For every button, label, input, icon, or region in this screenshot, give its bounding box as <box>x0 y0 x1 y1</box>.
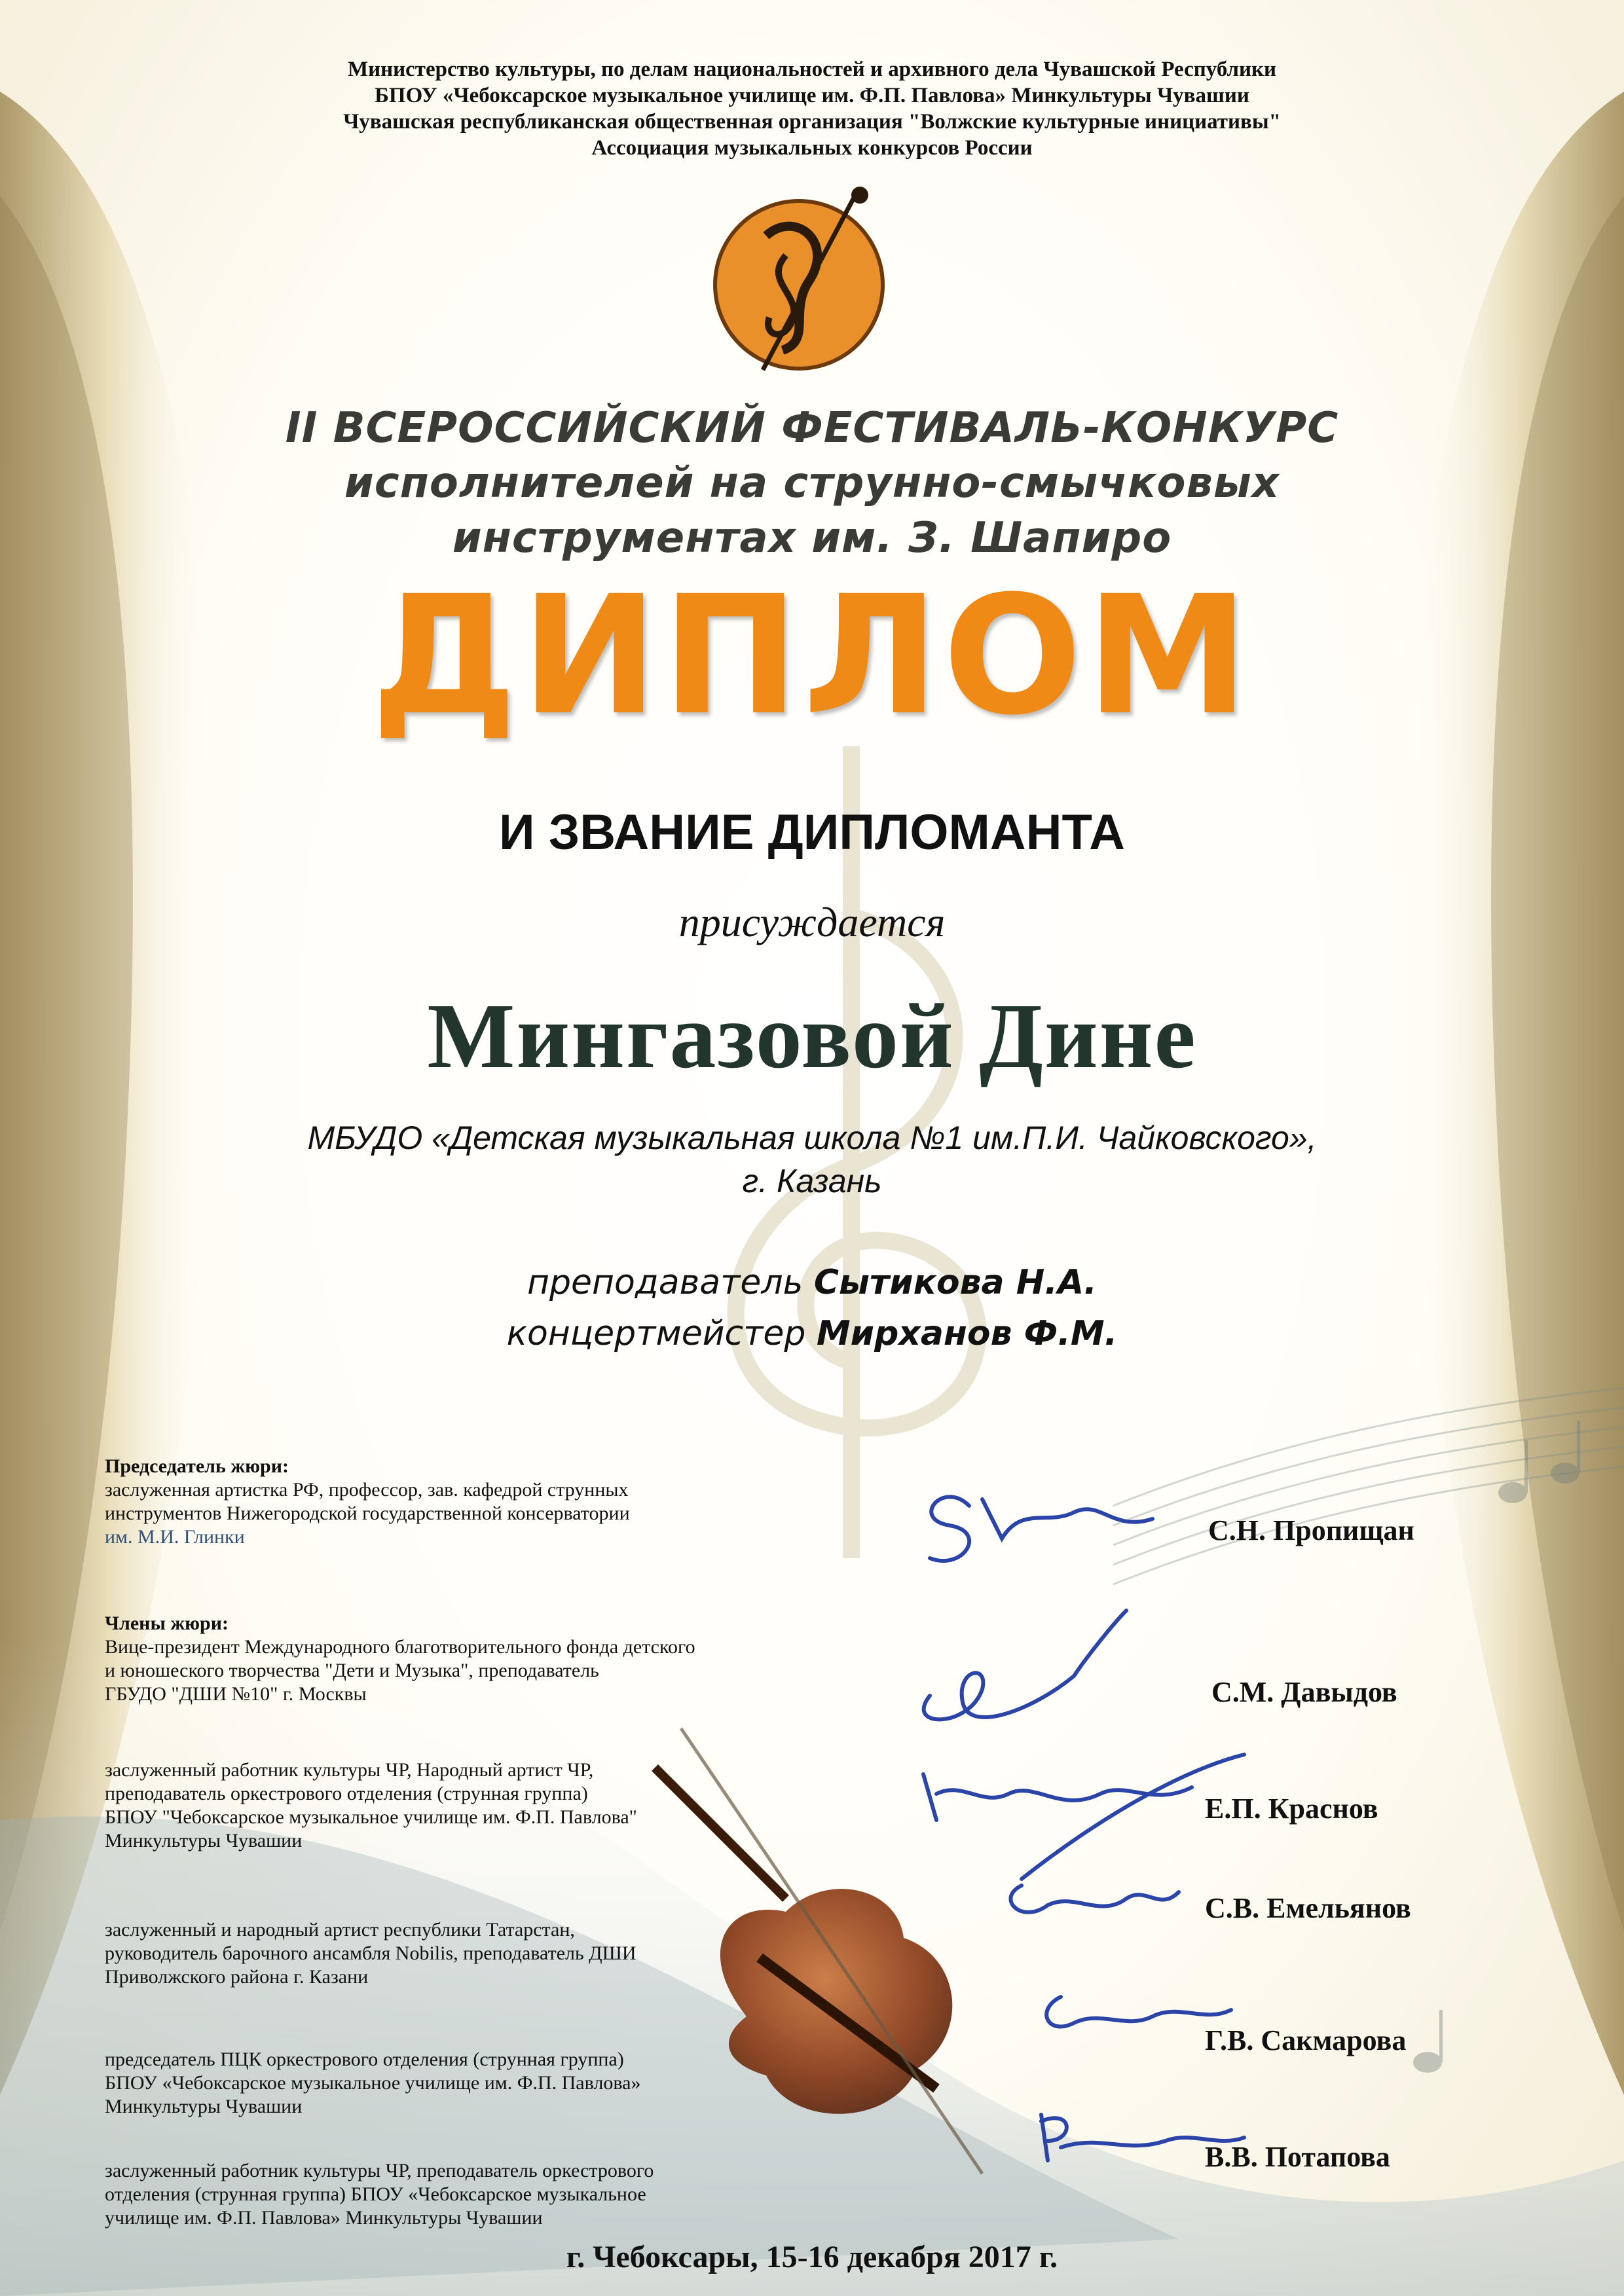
school-city: г. Казань <box>742 1163 882 1199</box>
jury-member-desc: ГБУДО "ДШИ №10" г. Москвы <box>105 1683 367 1705</box>
signature-propishchan <box>930 1497 1153 1561</box>
footer-place-date: г. Чебоксары, 15-16 декабря 2017 г. <box>566 2240 1058 2274</box>
organizer-line: БПОУ «Чебоксарское музыкальное училище им. Ф.П. Павлова» Минкультуры Чувашии <box>375 84 1249 107</box>
signature-emelyanov <box>1010 1886 1179 1912</box>
recipient-name: Мингазовой Дине <box>427 984 1197 1087</box>
teacher-role: преподаватель <box>527 1263 803 1302</box>
document-title: ДИПЛОМ <box>371 560 1253 751</box>
accompanist-role: концертмейстер <box>506 1314 806 1353</box>
teacher-name: Сытикова Н.А. <box>813 1263 1097 1302</box>
jury-chairman-name: С.Н. Пропищан <box>1208 1514 1414 1546</box>
jury-chairman-heading: Председатель жюри: <box>105 1455 289 1477</box>
jury-chairman-desc: инструментов Нижегородской государственной консерватории <box>105 1503 630 1524</box>
signature-krasnov <box>923 1755 1244 1879</box>
jury-member-desc: БПОУ "Чебоксарское музыкальное училище им. Ф.П. Павлова" <box>105 1806 637 1828</box>
jury-member-desc: заслуженный работник культуры ЧР, Народный артист ЧР, <box>105 1759 594 1781</box>
jury-member-name: Г.В. Сакмарова <box>1205 2024 1407 2056</box>
jury-member-name: В.В. Потапова <box>1205 2141 1390 2173</box>
signature-potapova <box>1041 2115 1244 2160</box>
jury-chairman-desc: заслуженная артистка РФ, профессор, зав. кафедрой струнных <box>105 1479 629 1501</box>
school-name: МБУДО «Детская музыкальная школа №1 им.П.И. Чайковского», <box>307 1120 1317 1156</box>
jury-member-desc: руководитель барочного ансамбля Nobilis, преподаватель ДШИ <box>105 1942 637 1964</box>
jury-member-name: С.В. Емельянов <box>1205 1892 1411 1924</box>
festival-title-line: II ВСЕРОССИЙСКИЙ ФЕСТИВАЛЬ-КОНКУРС <box>285 404 1339 452</box>
jury-member-desc: отделения (струнная группа) БПОУ «Чебоксарское музыкальное <box>105 2183 646 2205</box>
jury-member-desc: заслуженный и народный артист республики Татарстан, <box>105 1919 575 1941</box>
festival-title-line: инструментах им. З. Шапиро <box>452 514 1172 562</box>
jury-member-desc: Вице-президент Международного благотворительного фонда детского <box>105 1636 695 1658</box>
jury-member-desc: заслуженный работник культуры ЧР, преподаватель оркестрового <box>105 2160 654 2181</box>
awarded-label: присуждается <box>678 899 946 945</box>
organizer-line: Министерство культуры, по делам национальностей и архивного дела Чувашской Республики <box>347 58 1277 81</box>
jury-member-desc: Приволжского района г. Казани <box>105 1966 369 1988</box>
organizer-line: Чувашская республиканская общественная организация "Волжские культурные инициативы" <box>343 110 1281 134</box>
accompanist-name: Мирханов Ф.М. <box>816 1314 1118 1353</box>
jury-member-desc: Минкультуры Чувашии <box>105 2096 303 2117</box>
jury-member-name: С.М. Давыдов <box>1211 1676 1397 1708</box>
jury-chairman-desc: им. М.И. Глинки <box>105 1526 245 1548</box>
signature-sakmarova <box>1046 1997 1231 2026</box>
signature-davydov <box>924 1611 1126 1719</box>
jury-members-heading: Члены жюри: <box>105 1613 229 1634</box>
festival-title-line: исполнителей на струнно-смычковых <box>344 459 1280 507</box>
organizer-line: Ассоциация музыкальных конкурсов России <box>591 136 1033 160</box>
jury-member-desc: Минкультуры Чувашии <box>105 1830 303 1851</box>
jury-member-name: Е.П. Краснов <box>1205 1793 1378 1825</box>
jury-member-desc: и юношеского творчества "Дети и Музыка", преподаватель <box>105 1660 599 1681</box>
rank-title: И ЗВАНИЕ ДИПЛОМАНТА <box>498 805 1126 860</box>
jury-member-desc: председатель ПЦК оркестрового отделения (струнная группа) <box>105 2049 624 2070</box>
jury-member-desc: преподаватель оркестрового отделения (струнная группа) <box>105 1783 588 1804</box>
jury-member-desc: БПОУ «Чебоксарское музыкальное училище им. Ф.П. Павлова» <box>105 2072 641 2094</box>
jury-member-desc: училище им. Ф.П. Павлова» Минкультуры Чувашии <box>105 2207 543 2229</box>
